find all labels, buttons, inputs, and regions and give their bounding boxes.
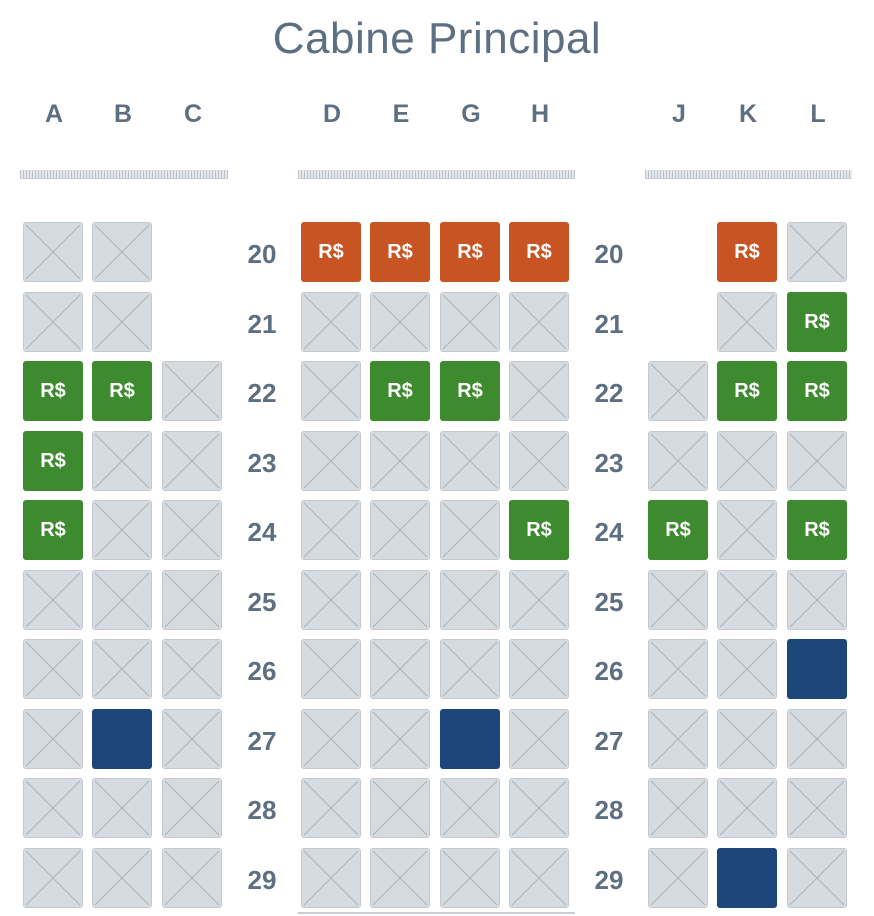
unavailable-x-icon (510, 710, 568, 768)
unavailable-x-icon (302, 779, 360, 837)
seat-23d (301, 431, 361, 491)
unavailable-x-icon (649, 362, 707, 420)
row-number-left: 20 (247, 239, 277, 269)
unavailable-x-icon (510, 640, 568, 698)
seat-29k[interactable] (717, 848, 777, 908)
unavailable-x-icon (93, 432, 151, 490)
row-number-right: 28 (594, 795, 624, 825)
unavailable-x-icon (302, 362, 360, 420)
seat-28g (440, 778, 500, 838)
unavailable-x-icon (371, 293, 429, 351)
unavailable-x-icon (788, 571, 846, 629)
seat-22e[interactable] (370, 361, 430, 421)
unavailable-x-icon (93, 501, 151, 559)
seat-23b (92, 431, 152, 491)
unavailable-x-icon (510, 779, 568, 837)
seat-22k[interactable] (717, 361, 777, 421)
seat-28a (23, 778, 83, 838)
unavailable-x-icon (510, 362, 568, 420)
unavailable-x-icon (441, 432, 499, 490)
seat-26e (370, 639, 430, 699)
seat-28c (162, 778, 222, 838)
unavailable-x-icon (93, 293, 151, 351)
unavailable-x-icon (788, 849, 846, 907)
row-number-left: 26 (247, 656, 277, 686)
seat-24e (370, 500, 430, 560)
seat-22l[interactable] (787, 361, 847, 421)
unavailable-x-icon (718, 293, 776, 351)
seat-price-label: R$ (387, 379, 413, 402)
seat-24d (301, 500, 361, 560)
row-number-left: 21 (247, 309, 277, 339)
seat-20e[interactable] (370, 222, 430, 282)
seat-26g (440, 639, 500, 699)
seat-price-label: R$ (526, 240, 552, 263)
seat-21a (23, 292, 83, 352)
column-label-d: D (322, 100, 342, 128)
unavailable-x-icon (788, 223, 846, 281)
seat-21g (440, 292, 500, 352)
unavailable-x-icon (649, 849, 707, 907)
seat-price-label: R$ (734, 240, 760, 263)
unavailable-x-icon (163, 710, 221, 768)
column-label-c: C (183, 100, 203, 128)
seat-price-label: R$ (40, 379, 66, 402)
seat-25c (162, 570, 222, 630)
seat-26c (162, 639, 222, 699)
seat-20l (787, 222, 847, 282)
unavailable-x-icon (163, 432, 221, 490)
seat-29b (92, 848, 152, 908)
unavailable-x-icon (441, 849, 499, 907)
unavailable-x-icon (93, 223, 151, 281)
seat-price-label: R$ (804, 379, 830, 402)
unavailable-x-icon (441, 501, 499, 559)
row-number-left: 24 (247, 517, 277, 547)
unavailable-x-icon (510, 571, 568, 629)
seat-29a (23, 848, 83, 908)
seat-24k (717, 500, 777, 560)
seat-29d (301, 848, 361, 908)
unavailable-x-icon (24, 640, 82, 698)
seat-20a (23, 222, 83, 282)
seat-27k (717, 709, 777, 769)
seat-26l[interactable] (787, 639, 847, 699)
unavailable-x-icon (718, 432, 776, 490)
seat-23h (509, 431, 569, 491)
unavailable-x-icon (510, 849, 568, 907)
seat-22d (301, 361, 361, 421)
row-number-right: 21 (594, 309, 624, 339)
seat-21e (370, 292, 430, 352)
unavailable-x-icon (163, 571, 221, 629)
unavailable-x-icon (302, 293, 360, 351)
row-number-right: 24 (594, 517, 624, 547)
seat-24a[interactable] (23, 500, 83, 560)
unavailable-x-icon (163, 640, 221, 698)
seat-20g[interactable] (440, 222, 500, 282)
seat-26a (23, 639, 83, 699)
seat-25l (787, 570, 847, 630)
cabin-floor-line (298, 912, 575, 914)
unavailable-x-icon (371, 571, 429, 629)
unavailable-x-icon (24, 849, 82, 907)
seat-29j (648, 848, 708, 908)
seat-price-label: R$ (109, 379, 135, 402)
unavailable-x-icon (24, 779, 82, 837)
seat-price-label: R$ (804, 518, 830, 541)
seat-24c (162, 500, 222, 560)
column-label-b: B (113, 100, 133, 128)
seat-21d (301, 292, 361, 352)
bulkhead-center (298, 170, 575, 179)
column-label-j: J (672, 100, 686, 128)
seat-price-label: R$ (665, 518, 691, 541)
column-label-k: K (738, 100, 758, 128)
seat-27e (370, 709, 430, 769)
unavailable-x-icon (649, 432, 707, 490)
seat-27h (509, 709, 569, 769)
seat-23l (787, 431, 847, 491)
seat-27b[interactable] (92, 709, 152, 769)
seat-27c (162, 709, 222, 769)
unavailable-x-icon (441, 293, 499, 351)
seat-price-label: R$ (40, 449, 66, 472)
seat-27d (301, 709, 361, 769)
seat-21b (92, 292, 152, 352)
unavailable-x-icon (163, 362, 221, 420)
unavailable-x-icon (788, 779, 846, 837)
unavailable-x-icon (718, 571, 776, 629)
unavailable-x-icon (163, 779, 221, 837)
unavailable-x-icon (510, 293, 568, 351)
unavailable-x-icon (302, 849, 360, 907)
seat-24g (440, 500, 500, 560)
seat-26h (509, 639, 569, 699)
unavailable-x-icon (302, 571, 360, 629)
row-number-right: 23 (594, 448, 624, 478)
row-number-right: 27 (594, 726, 624, 756)
seat-25h (509, 570, 569, 630)
seat-26j (648, 639, 708, 699)
seat-20k[interactable] (717, 222, 777, 282)
seat-29h (509, 848, 569, 908)
unavailable-x-icon (93, 640, 151, 698)
row-number-right: 29 (594, 865, 624, 895)
seat-28l (787, 778, 847, 838)
unavailable-x-icon (718, 779, 776, 837)
seat-28k (717, 778, 777, 838)
seat-25k (717, 570, 777, 630)
seat-24h[interactable] (509, 500, 569, 560)
seat-price-label: R$ (40, 518, 66, 541)
seat-28j (648, 778, 708, 838)
seat-29c (162, 848, 222, 908)
bulkhead-right (645, 170, 852, 179)
unavailable-x-icon (371, 849, 429, 907)
seat-28b (92, 778, 152, 838)
bulkhead-left (20, 170, 228, 179)
unavailable-x-icon (649, 710, 707, 768)
unavailable-x-icon (441, 640, 499, 698)
unavailable-x-icon (24, 223, 82, 281)
seat-23g (440, 431, 500, 491)
seat-26b (92, 639, 152, 699)
seat-price-label: R$ (387, 240, 413, 263)
seat-22j (648, 361, 708, 421)
unavailable-x-icon (302, 640, 360, 698)
unavailable-x-icon (302, 501, 360, 559)
unavailable-x-icon (371, 710, 429, 768)
unavailable-x-icon (302, 432, 360, 490)
seat-24j[interactable] (648, 500, 708, 560)
row-number-left: 27 (247, 726, 277, 756)
seat-23a[interactable] (23, 431, 83, 491)
cabin-title: Cabine Principal (272, 14, 602, 63)
row-number-left: 23 (247, 448, 277, 478)
seat-21k (717, 292, 777, 352)
seat-24l[interactable] (787, 500, 847, 560)
column-label-e: E (392, 100, 410, 128)
seat-21l[interactable] (787, 292, 847, 352)
column-label-h: H (530, 100, 550, 128)
seat-price-label: R$ (318, 240, 344, 263)
unavailable-x-icon (93, 779, 151, 837)
seat-27l (787, 709, 847, 769)
unavailable-x-icon (163, 501, 221, 559)
seat-22b[interactable] (92, 361, 152, 421)
row-number-left: 28 (247, 795, 277, 825)
seat-price-label: R$ (804, 310, 830, 333)
column-label-a: A (44, 100, 64, 128)
seat-22a[interactable] (23, 361, 83, 421)
seat-29l (787, 848, 847, 908)
seat-23e (370, 431, 430, 491)
seat-27j (648, 709, 708, 769)
unavailable-x-icon (441, 779, 499, 837)
unavailable-x-icon (649, 779, 707, 837)
unavailable-x-icon (93, 849, 151, 907)
unavailable-x-icon (371, 501, 429, 559)
seat-20h[interactable] (509, 222, 569, 282)
seat-22h (509, 361, 569, 421)
unavailable-x-icon (510, 432, 568, 490)
seat-21h (509, 292, 569, 352)
unavailable-x-icon (163, 849, 221, 907)
unavailable-x-icon (788, 432, 846, 490)
seat-20d[interactable] (301, 222, 361, 282)
seat-25g (440, 570, 500, 630)
unavailable-x-icon (24, 571, 82, 629)
unavailable-x-icon (371, 640, 429, 698)
seat-price-label: R$ (734, 379, 760, 402)
seat-25j (648, 570, 708, 630)
seat-28d (301, 778, 361, 838)
seat-24b (92, 500, 152, 560)
unavailable-x-icon (24, 710, 82, 768)
seat-23k (717, 431, 777, 491)
seat-28h (509, 778, 569, 838)
column-label-g: G (461, 100, 481, 128)
unavailable-x-icon (718, 640, 776, 698)
unavailable-x-icon (788, 710, 846, 768)
row-number-right: 26 (594, 656, 624, 686)
seat-28e (370, 778, 430, 838)
row-number-right: 20 (594, 239, 624, 269)
unavailable-x-icon (302, 710, 360, 768)
seat-22c (162, 361, 222, 421)
unavailable-x-icon (718, 710, 776, 768)
seat-29g (440, 848, 500, 908)
unavailable-x-icon (371, 432, 429, 490)
row-number-right: 25 (594, 587, 624, 617)
seat-26d (301, 639, 361, 699)
seat-23j (648, 431, 708, 491)
seat-20b (92, 222, 152, 282)
seat-27g[interactable] (440, 709, 500, 769)
row-number-right: 22 (594, 378, 624, 408)
seat-27a (23, 709, 83, 769)
seat-price-label: R$ (457, 240, 483, 263)
unavailable-x-icon (24, 293, 82, 351)
seat-22g[interactable] (440, 361, 500, 421)
unavailable-x-icon (718, 501, 776, 559)
seat-25d (301, 570, 361, 630)
seat-price-label: R$ (457, 379, 483, 402)
unavailable-x-icon (649, 640, 707, 698)
unavailable-x-icon (649, 571, 707, 629)
seat-25b (92, 570, 152, 630)
unavailable-x-icon (371, 779, 429, 837)
seat-25e (370, 570, 430, 630)
row-number-left: 25 (247, 587, 277, 617)
seat-29e (370, 848, 430, 908)
row-number-left: 29 (247, 865, 277, 895)
unavailable-x-icon (93, 571, 151, 629)
seat-26k (717, 639, 777, 699)
seat-23c (162, 431, 222, 491)
seat-25a (23, 570, 83, 630)
column-label-l: L (810, 100, 826, 128)
seat-price-label: R$ (526, 518, 552, 541)
unavailable-x-icon (441, 571, 499, 629)
row-number-left: 22 (247, 378, 277, 408)
